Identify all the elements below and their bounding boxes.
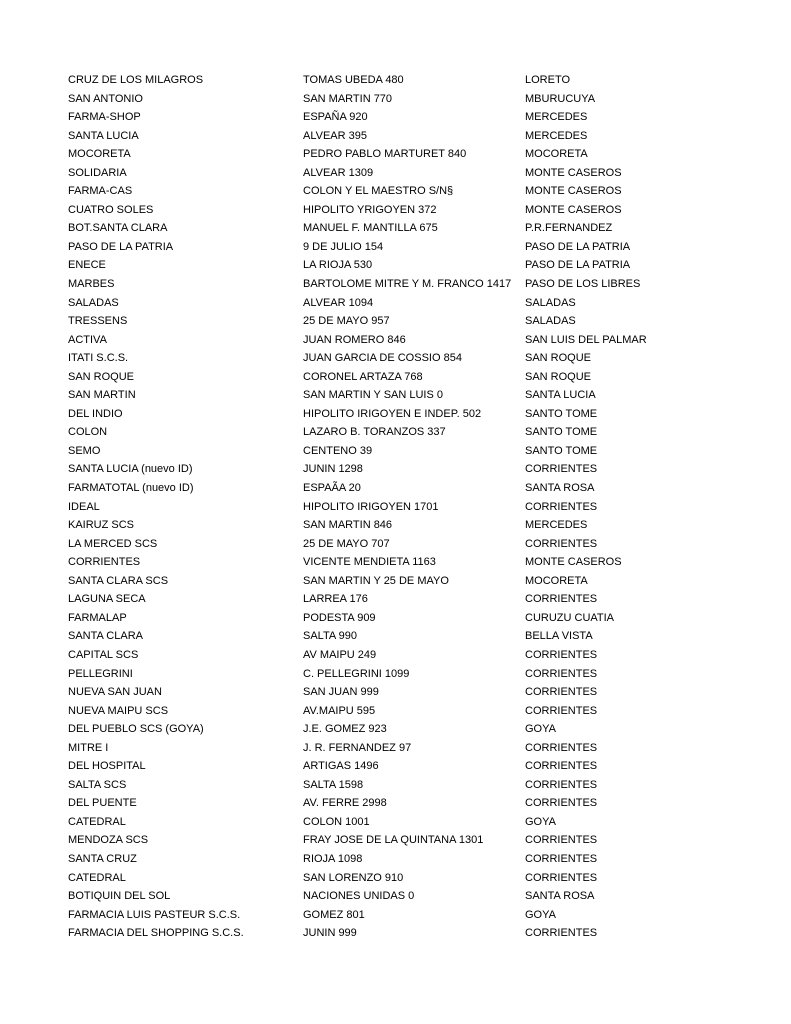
pharmacy-city: CORRIENTES	[525, 667, 598, 680]
list-row	[68, 887, 768, 906]
pharmacy-city: CORRIENTES	[525, 741, 598, 754]
pharmacy-name: SALTA SCS	[68, 778, 127, 791]
list-row	[68, 609, 768, 628]
list-row	[68, 516, 768, 535]
pharmacy-address: LA RIOJA 530	[303, 259, 373, 272]
pharmacy-city: CORRIENTES	[525, 834, 598, 847]
pharmacy-address: ALVEAR 1309	[303, 166, 374, 179]
pharmacy-city: CORRIENTES	[525, 871, 598, 884]
pharmacy-city: MERCEDES	[525, 129, 588, 142]
pharmacy-address: JUNIN 1298	[303, 463, 363, 476]
pharmacy-name: BOTIQUIN DEL SOL	[68, 890, 171, 903]
list-row	[68, 256, 768, 275]
pharmacy-name: DEL INDIO	[68, 407, 123, 420]
pharmacy-name: SAN ANTONIO	[68, 92, 143, 105]
list-row	[68, 294, 768, 313]
list-row	[68, 739, 768, 758]
pharmacy-name: MOCORETA	[68, 148, 131, 161]
pharmacy-city: CORRIENTES	[525, 686, 598, 699]
list-row	[68, 813, 768, 832]
pharmacy-address: CORONEL ARTAZA 768	[303, 370, 423, 383]
list-row	[68, 460, 768, 479]
pharmacy-city: MONTE CASEROS	[525, 203, 622, 216]
pharmacy-city: CORRIENTES	[525, 704, 598, 717]
pharmacy-city: CORRIENTES	[525, 463, 598, 476]
pharmacy-name: FARMA-SHOP	[68, 111, 141, 124]
pharmacy-address: J. R. FERNANDEZ 97	[303, 741, 412, 754]
pharmacy-address: HIPOLITO IRIGOYEN 1701	[303, 500, 439, 513]
pharmacy-name: SEMO	[68, 444, 101, 457]
pharmacy-address: 25 DE MAYO 957	[303, 315, 390, 328]
pharmacy-address: JUAN GARCIA DE COSSIO 854	[303, 352, 462, 365]
pharmacy-name: TRESSENS	[68, 315, 128, 328]
pharmacy-name: CUATRO SOLES	[68, 203, 154, 216]
list-row	[68, 312, 768, 331]
list-row	[68, 331, 768, 350]
list-row	[68, 924, 768, 943]
pharmacy-name: DEL PUENTE	[68, 797, 137, 810]
pharmacy-name: MENDOZA SCS	[68, 834, 149, 847]
pharmacy-city: CORRIENTES	[525, 852, 598, 865]
list-row	[68, 349, 768, 368]
pharmacy-address: LARREA 176	[303, 593, 368, 606]
list-row	[68, 720, 768, 739]
pharmacy-name: LA MERCED SCS	[68, 537, 158, 550]
list-row	[68, 665, 768, 684]
pharmacy-city: PASO DE LA PATRIA	[525, 259, 631, 272]
pharmacy-city: GOYA	[525, 815, 556, 828]
pharmacy-address: JUNIN 999	[303, 927, 357, 940]
list-row	[68, 275, 768, 294]
list-row	[68, 127, 768, 146]
list-row	[68, 405, 768, 424]
list-row	[68, 182, 768, 201]
pharmacy-city: CORRIENTES	[525, 500, 598, 513]
pharmacy-city: MOCORETA	[525, 148, 588, 161]
list-row	[68, 145, 768, 164]
pharmacy-name: CRUZ DE LOS MILAGROS	[68, 74, 204, 86]
list-row	[68, 757, 768, 776]
pharmacy-address: SALTA 990	[303, 630, 358, 643]
pharmacy-name: DEL PUEBLO SCS (GOYA)	[68, 723, 204, 736]
pharmacy-name: SANTA LUCIA	[68, 129, 139, 142]
pharmacy-name: MITRE I	[68, 741, 109, 754]
list-row	[68, 794, 768, 813]
pharmacy-name: LAGUNA SECA	[68, 593, 146, 606]
list-row	[68, 776, 768, 795]
pharmacy-address: AV MAIPU 249	[303, 648, 377, 661]
pharmacy-city: SANTO TOME	[525, 407, 598, 420]
pharmacy-name: CAPITAL SCS	[68, 648, 139, 661]
pharmacy-name: SANTA CRUZ	[68, 852, 137, 865]
pharmacy-city: LORETO	[525, 74, 571, 86]
pharmacy-address: BARTOLOME MITRE Y M. FRANCO 1417	[303, 278, 512, 291]
pharmacy-name: MARBES	[68, 278, 115, 291]
pharmacy-address: 9 DE JULIO 154	[303, 240, 384, 253]
list-row	[68, 702, 768, 721]
pharmacy-name: CATEDRAL	[68, 815, 126, 828]
pharmacy-name: COLON	[68, 426, 108, 439]
pharmacy-name: FARMALAP	[68, 611, 127, 624]
list-row	[68, 590, 768, 609]
pharmacy-city: PASO DE LA PATRIA	[525, 240, 631, 253]
pharmacy-city: SANTA LUCIA	[525, 389, 596, 402]
list-row	[68, 201, 768, 220]
pharmacy-name: IDEAL	[68, 500, 100, 513]
list-row	[68, 423, 768, 442]
pharmacy-city: BELLA VISTA	[525, 630, 593, 643]
pharmacy-city: SANTA ROSA	[525, 482, 595, 495]
pharmacy-city: GOYA	[525, 908, 556, 921]
pharmacy-name: NUEVA MAIPU SCS	[68, 704, 169, 717]
pharmacy-address: ESPAÃA 20	[303, 482, 361, 495]
pharmacy-name: DEL HOSPITAL	[68, 760, 146, 773]
pharmacy-address: SAN JUAN 999	[303, 686, 379, 699]
pharmacy-name: ENECE	[68, 259, 106, 272]
list-row	[68, 71, 768, 90]
pharmacy-city: CORRIENTES	[525, 797, 598, 810]
pharmacy-list	[68, 71, 768, 943]
pharmacy-city: SAN ROQUE	[525, 370, 592, 383]
pharmacy-city: CURUZU CUATIA	[525, 611, 615, 624]
pharmacy-address: JUAN ROMERO 846	[303, 333, 406, 346]
pharmacy-address: HIPOLITO YRIGOYEN 372	[303, 203, 437, 216]
pharmacy-city: SALADAS	[525, 315, 576, 328]
pharmacy-address: ALVEAR 1094	[303, 296, 374, 309]
pharmacy-city: CORRIENTES	[525, 927, 598, 940]
pharmacy-name: FARMATOTAL (nuevo ID)	[68, 482, 194, 495]
pharmacy-address: GOMEZ 801	[303, 908, 365, 921]
pharmacy-name: CATEDRAL	[68, 871, 126, 884]
pharmacy-address: LAZARO B. TORANZOS 337	[303, 426, 446, 439]
list-row	[68, 646, 768, 665]
pharmacy-address: C. PELLEGRINI 1099	[303, 667, 410, 680]
pharmacy-address: SAN LORENZO 910	[303, 871, 404, 884]
pharmacy-address: J.E. GOMEZ 923	[303, 723, 387, 736]
pharmacy-city: CORRIENTES	[525, 593, 598, 606]
pharmacy-name: KAIRUZ SCS	[68, 519, 135, 532]
list-row	[68, 386, 768, 405]
pharmacy-address: MANUEL F. MANTILLA 675	[303, 222, 438, 235]
list-row	[68, 850, 768, 869]
list-row	[68, 108, 768, 127]
pharmacy-address: COLON Y EL MAESTRO S/N§	[303, 185, 454, 198]
pharmacy-address: COLON 1001	[303, 815, 370, 828]
pharmacy-city: MERCEDES	[525, 519, 588, 532]
pharmacy-name: FARMA-CAS	[68, 185, 133, 198]
pharmacy-address: SAN MARTIN 770	[303, 92, 393, 105]
list-row	[68, 90, 768, 109]
pharmacy-city: SANTO TOME	[525, 444, 598, 457]
pharmacy-city: SALADAS	[525, 296, 576, 309]
list-row	[68, 479, 768, 498]
pharmacy-address: AV.MAIPU 595	[303, 704, 376, 717]
pharmacy-city: MONTE CASEROS	[525, 185, 622, 198]
list-row	[68, 683, 768, 702]
pharmacy-city: SANTA ROSA	[525, 890, 595, 903]
pharmacy-city: MONTE CASEROS	[525, 166, 622, 179]
pharmacy-address: AV. FERRE 2998	[303, 797, 387, 810]
list-row	[68, 831, 768, 850]
pharmacy-address: SAN MARTIN 846	[303, 519, 393, 532]
list-row	[68, 219, 768, 238]
pharmacy-name: SAN MARTIN	[68, 389, 136, 402]
pharmacy-address: VICENTE MENDIETA 1163	[303, 556, 436, 569]
pharmacy-address: 25 DE MAYO 707	[303, 537, 390, 550]
pharmacy-name: NUEVA SAN JUAN	[68, 686, 162, 699]
pharmacy-address: NACIONES UNIDAS 0	[303, 890, 415, 903]
list-row	[68, 869, 768, 888]
pharmacy-city: SAN LUIS DEL PALMAR	[525, 333, 647, 346]
pharmacy-city: CORRIENTES	[525, 760, 598, 773]
list-row	[68, 627, 768, 646]
pharmacy-address: PEDRO PABLO MARTURET 840	[303, 148, 467, 161]
pharmacy-city: MBURUCUYA	[525, 92, 596, 105]
pharmacy-address: HIPOLITO IRIGOYEN E INDEP. 502	[303, 407, 482, 420]
pharmacy-city: MONTE CASEROS	[525, 556, 622, 569]
list-row	[68, 572, 768, 591]
list-row	[68, 238, 768, 257]
pharmacy-address: ESPAÑA 920	[303, 111, 368, 124]
pharmacy-name: CORRIENTES	[68, 556, 141, 569]
list-row	[68, 442, 768, 461]
pharmacy-address: ALVEAR 395	[303, 129, 368, 142]
list-row	[68, 553, 768, 572]
pharmacy-city: PASO DE LOS LIBRES	[525, 278, 641, 291]
pharmacy-address: FRAY JOSE DE LA QUINTANA 1301	[303, 834, 484, 847]
pharmacy-city: CORRIENTES	[525, 537, 598, 550]
pharmacy-name: FARMACIA DEL SHOPPING S.C.S.	[68, 927, 244, 940]
pharmacy-address: SAN MARTIN Y 25 DE MAYO	[303, 574, 449, 587]
list-row	[68, 368, 768, 387]
pharmacy-name: ACTIVA	[68, 333, 107, 346]
list-row	[68, 164, 768, 183]
pharmacy-city: CORRIENTES	[525, 648, 598, 661]
pharmacy-address: CENTENO 39	[303, 444, 373, 457]
pharmacy-city: MOCORETA	[525, 574, 588, 587]
pharmacy-name: SANTA CLARA	[68, 630, 143, 643]
pharmacy-name: SOLIDARIA	[68, 166, 127, 179]
list-row	[68, 535, 768, 554]
pharmacy-address: RIOJA 1098	[303, 852, 363, 865]
pharmacy-city: SAN ROQUE	[525, 352, 592, 365]
pharmacy-address: TOMAS UBEDA 480	[303, 74, 404, 86]
pharmacy-name: SANTA CLARA SCS	[68, 574, 169, 587]
pharmacy-name: SANTA LUCIA (nuevo ID)	[68, 463, 193, 476]
pharmacy-name: PASO DE LA PATRIA	[68, 240, 174, 253]
pharmacy-city: GOYA	[525, 723, 556, 736]
pharmacy-name: BOT.SANTA CLARA	[68, 222, 168, 235]
pharmacy-address: SAN MARTIN Y SAN LUIS 0	[303, 389, 443, 402]
list-row	[68, 498, 768, 517]
pharmacy-address: ARTIGAS 1496	[303, 760, 379, 773]
pharmacy-name: PELLEGRINI	[68, 667, 133, 680]
pharmacy-city: CORRIENTES	[525, 778, 598, 791]
pharmacy-city: MERCEDES	[525, 111, 588, 124]
pharmacy-city: SANTO TOME	[525, 426, 598, 439]
pharmacy-name: SALADAS	[68, 296, 119, 309]
pharmacy-address: PODESTA 909	[303, 611, 376, 624]
pharmacy-name: ITATI S.C.S.	[68, 352, 129, 365]
pharmacy-address: SALTA 1598	[303, 778, 364, 791]
list-row	[68, 906, 768, 925]
pharmacy-city: P.R.FERNANDEZ	[525, 222, 613, 235]
pharmacy-name: FARMACIA LUIS PASTEUR S.C.S.	[68, 908, 241, 921]
pharmacy-name: SAN ROQUE	[68, 370, 135, 383]
